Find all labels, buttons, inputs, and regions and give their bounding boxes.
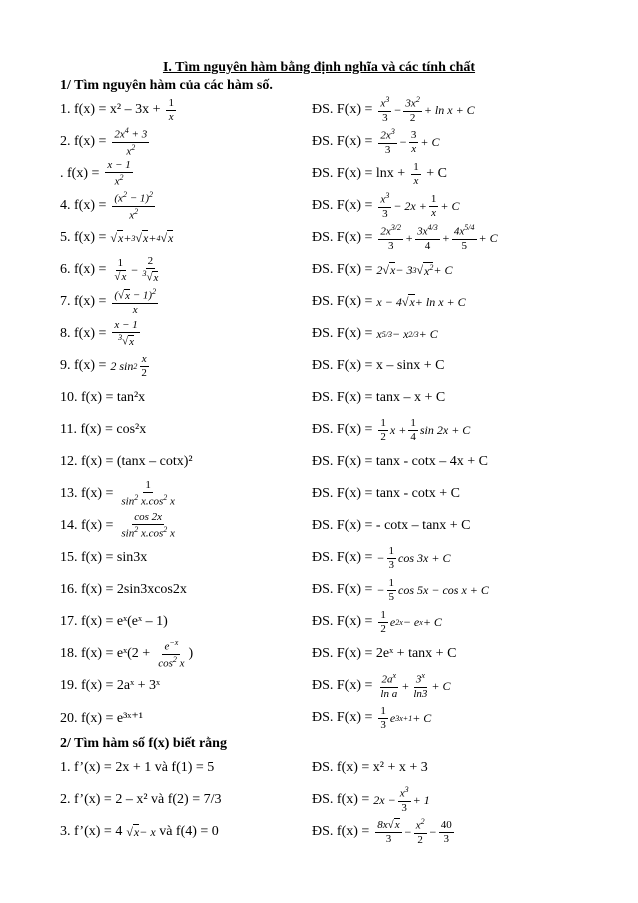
- answer-math: $\frac{x^3}{3}$ − $\frac{3x^2}{2}$ + ln x + C: [380, 95, 475, 124]
- answer-label: F(x) =: [336, 710, 373, 725]
- answer-ds: ĐS.: [312, 134, 334, 149]
- answer-7: [312, 286, 632, 318]
- answer-label: F(x) = lnx +: [336, 166, 406, 181]
- problem-16: [60, 574, 320, 606]
- part2-problem-3: [60, 816, 320, 848]
- answer-ds: ĐS.: [312, 230, 334, 245]
- problem-label: . f(x) =: [60, 166, 100, 181]
- problem-label: 14. f(x) =: [60, 518, 114, 533]
- answer-5: [312, 222, 632, 254]
- problem-label-suffix: ): [188, 646, 194, 661]
- problem-11: [60, 414, 320, 446]
- problem-4: [60, 190, 320, 222]
- part2-problem-1: [60, 752, 320, 784]
- exercise-row-9: [0, 350, 638, 382]
- answer-3: [312, 158, 632, 190]
- answer-ds: ĐS.: [312, 454, 334, 469]
- answer-ds: ĐS.: [312, 262, 334, 277]
- problem-math: $\frac{\cos 2x}{\sin^2 x.\cos^2 x}$: [121, 511, 175, 540]
- answer-ds: ĐS.: [312, 550, 334, 565]
- exercise-row-16: [0, 574, 638, 606]
- exercise-row-1: [0, 94, 638, 126]
- answer-11: [312, 414, 632, 446]
- answer-math: $\frac{1}{2}$ x + $\frac{1}{4}$ sin 2x + C: [380, 416, 471, 443]
- problem-8: [60, 318, 320, 350]
- problem-label: 11. f(x) = cos²x: [60, 422, 147, 437]
- problem-math: $\frac{(x^2 - 1)^2}{x^2}$: [114, 189, 154, 222]
- answer-label: F(x) =: [336, 134, 373, 149]
- problem-math: √ x + 3 √ x + 4 √ x: [110, 230, 174, 245]
- answer-label: F(x) =: [336, 102, 373, 117]
- problem-label: 10. f(x) = tan²x: [60, 390, 146, 405]
- answer-label: f(x) = x² + x + 3: [336, 760, 428, 775]
- answer-label: F(x) = tanx - cotx + C: [336, 486, 461, 501]
- problem-math: $\frac{1}{\sin^2 x.\cos^2 x}$: [121, 479, 175, 508]
- answer-ds: ĐS.: [312, 518, 334, 533]
- problem-math: $\frac{(√x - 1)^2}{x}$: [114, 287, 157, 316]
- exercise-row-13: [0, 478, 638, 510]
- answer-18: [312, 638, 632, 670]
- answer-label: F(x) =: [336, 614, 373, 629]
- problem-13: [60, 478, 320, 510]
- answer-ds: ĐS.: [312, 646, 334, 661]
- problem-6: [60, 254, 320, 286]
- answer-ds: ĐS.: [312, 760, 334, 775]
- answer-20: [312, 702, 632, 734]
- answer-math: $\frac{2x^{3/2}}{3}$ + $\frac{3x^{4/3}}{4}$ + $\frac{4x^{5/4}}{5}$ + C: [380, 223, 498, 252]
- exercise-row-18: [0, 638, 638, 670]
- answer-ds: ĐS.: [312, 294, 334, 309]
- answer-math: x − 4√ x + ln x + C: [376, 294, 466, 309]
- exercise-row-4: [0, 190, 638, 222]
- problem-label: 5. f(x) =: [60, 230, 107, 245]
- exercise-row-5: [0, 222, 638, 254]
- answer-6: [312, 254, 632, 286]
- problem-label: 3. f’(x) = 4: [60, 824, 123, 839]
- answer-ds: ĐS.: [312, 582, 334, 597]
- answer-17: [312, 606, 632, 638]
- answer-math: $\frac{1}{x}$: [413, 160, 419, 187]
- section-heading-2: 2/ Tìm hàm số f(x) biết rằng: [60, 736, 227, 751]
- exercise-row-17: [0, 606, 638, 638]
- answer-label: F(x) = tanx – x + C: [336, 390, 446, 405]
- problem-label-suffix: và f(4) = 0: [159, 824, 219, 839]
- problem-math: $\frac{2x^4 + 3}{x^2}$: [114, 125, 148, 158]
- problem-9: [60, 350, 320, 382]
- answer-13: [312, 478, 632, 510]
- exercise-row-20: [0, 702, 638, 734]
- answer-math: $\frac{8x√x}{3}$ − $\frac{x^2}{2}$ − $\frac{40}{3}$: [377, 817, 452, 846]
- answer-ds: ĐS.: [312, 166, 334, 181]
- problem-10: [60, 382, 320, 414]
- problem-5: [60, 222, 320, 254]
- problem-3: [60, 158, 320, 190]
- answer-math: 2x − $\frac{x^3}{3}$ + 1: [373, 785, 430, 814]
- part2-row-2: [0, 784, 638, 816]
- answer-ds: ĐS.: [312, 792, 334, 807]
- answer-label: F(x) =: [336, 678, 373, 693]
- problem-label: 20. f(x) = e³ˣ⁺¹: [60, 710, 143, 726]
- exercise-row-2: [0, 126, 638, 158]
- exercise-row-11: [0, 414, 638, 446]
- answer-label: F(x) =: [336, 230, 373, 245]
- answer-ds: ĐS.: [312, 614, 334, 629]
- answer-2: [312, 126, 632, 158]
- answer-ds: ĐS.: [312, 390, 334, 405]
- answer-label: F(x) = 2eˣ + tanx + C: [336, 646, 457, 661]
- problem-label: 4. f(x) =: [60, 198, 107, 213]
- answer-suffix: + C: [426, 166, 447, 181]
- exercise-row-7: [0, 286, 638, 318]
- exercise-row-8: [0, 318, 638, 350]
- problem-math: $\frac{x - 1}{x^2}$: [107, 159, 131, 188]
- answer-ds: ĐS.: [312, 824, 334, 839]
- problem-15: [60, 542, 320, 574]
- problem-2: [60, 126, 320, 158]
- answer-ds: ĐS.: [312, 102, 334, 117]
- answer-label: F(x) =: [336, 550, 373, 565]
- answer-ds: ĐS.: [312, 486, 334, 501]
- answer-label: F(x) =: [336, 422, 373, 437]
- problem-math: $\frac{x - 1}{^3√x}$: [114, 319, 138, 348]
- section-heading-1: 1/ Tìm nguyên hàm của các hàm số.: [60, 78, 273, 93]
- answer-math: x 5/3 − x 2/3 + C: [376, 326, 438, 341]
- answer-4: [312, 190, 632, 222]
- problem-14: [60, 510, 320, 542]
- answer-ds: ĐS.: [312, 422, 334, 437]
- answer-math: − $\frac{1}{3}$ cos 3x + C: [376, 544, 451, 571]
- part2-answer-3: [312, 816, 632, 848]
- problem-label: 2. f(x) =: [60, 134, 107, 149]
- problem-label: 19. f(x) = 2aˣ + 3ˣ: [60, 678, 161, 693]
- exercise-row-14: [0, 510, 638, 542]
- part2-row-3: [0, 816, 638, 848]
- exercise-row-6: [0, 254, 638, 286]
- part2-problem-2: [60, 784, 320, 816]
- answer-19: [312, 670, 632, 702]
- answer-16: [312, 574, 632, 606]
- problem-label: 9. f(x) =: [60, 358, 107, 373]
- answer-8: [312, 318, 632, 350]
- answer-math: $\frac{2x^3}{3}$ − $\frac{3}{x}$ + C: [380, 127, 440, 156]
- problem-label: 1. f(x) = x² – 3x +: [60, 102, 161, 117]
- answer-12: [312, 446, 632, 478]
- answer-ds: ĐS.: [312, 358, 334, 373]
- problem-label: 8. f(x) =: [60, 326, 107, 341]
- problem-12: [60, 446, 320, 478]
- answer-label: F(x) =: [336, 198, 373, 213]
- problem-19: [60, 670, 320, 702]
- answer-ds: ĐS.: [312, 678, 334, 693]
- problem-label: 6. f(x) =: [60, 262, 107, 277]
- answer-10: [312, 382, 632, 414]
- answer-label: f(x) =: [336, 792, 370, 807]
- answer-math: $\frac{2a^x}{\text{ln a}}$ + $\frac{3^x}{\ln 3}$ + C: [380, 671, 451, 700]
- answer-label: F(x) =: [336, 326, 373, 341]
- exercise-row-15: [0, 542, 638, 574]
- part2-answer-1: [312, 752, 632, 784]
- answer-9: [312, 350, 632, 382]
- answer-math: $\frac{1}{3}$ e 3x+1 + C: [380, 704, 432, 731]
- problem-math: $\frac{1}{√x}$ − $\frac{2}{^3√x}$: [114, 255, 159, 284]
- answer-ds: ĐS.: [312, 198, 334, 213]
- problem-label: 7. f(x) =: [60, 294, 107, 309]
- exercise-row-12: [0, 446, 638, 478]
- answer-math: $\frac{1}{2}$ e 2x − e x + C: [380, 608, 442, 635]
- answer-label: F(x) = tanx - cotx – 4x + C: [336, 454, 489, 469]
- answer-ds: ĐS.: [312, 326, 334, 341]
- problem-label: 13. f(x) =: [60, 486, 114, 501]
- problem-label: 15. f(x) = sin3x: [60, 550, 148, 565]
- exercise-row-10: [0, 382, 638, 414]
- problem-math: √ x − x: [126, 824, 156, 839]
- problem-label: 1. f’(x) = 2x + 1 và f(1) = 5: [60, 760, 215, 775]
- answer-label: F(x) = x – sinx + C: [336, 358, 445, 373]
- problem-1: [60, 94, 320, 126]
- problem-label: 16. f(x) = 2sin3xcos2x: [60, 582, 187, 597]
- problem-18: [60, 638, 320, 670]
- problem-math: 2 sin 2 $\frac{x}{2}$: [110, 352, 147, 379]
- answer-label: f(x) =: [336, 824, 370, 839]
- answer-math: − $\frac{1}{5}$ cos 5x − cos x + C: [376, 576, 489, 603]
- answer-label: F(x) =: [336, 262, 373, 277]
- problem-math: $\frac{1}{x}$: [168, 96, 174, 123]
- problem-math: $\frac{e^{-x}}{\cos^2 x}$: [158, 637, 185, 670]
- problem-label: 2. f’(x) = 2 – x² và f(2) = 7/3: [60, 792, 222, 807]
- exercise-row-19: [0, 670, 638, 702]
- problem-7: [60, 286, 320, 318]
- answer-14: [312, 510, 632, 542]
- answer-1: [312, 94, 632, 126]
- problem-label: 12. f(x) = (tanx – cotx)²: [60, 454, 193, 469]
- answer-label: F(x) =: [336, 582, 373, 597]
- answer-label: F(x) = - cotx – tanx + C: [336, 518, 471, 533]
- problem-label: 17. f(x) = eˣ(eˣ – 1): [60, 614, 168, 629]
- part2-row-1: [0, 752, 638, 784]
- problem-17: [60, 606, 320, 638]
- answer-label: F(x) =: [336, 294, 373, 309]
- exercise-row-3: [0, 158, 638, 190]
- part2-answer-2: [312, 784, 632, 816]
- answer-ds: ĐS.: [312, 710, 334, 725]
- problem-20: [60, 702, 320, 734]
- answer-math: $\frac{x^3}{3}$ − 2x + $\frac{1}{x}$ + C: [380, 191, 460, 220]
- answer-math: 2√ x − 3 3 √ $x^2$ + C: [376, 262, 453, 278]
- problem-label: 18. f(x) = eˣ(2 +: [60, 646, 151, 661]
- page-title: I. Tìm nguyên hàm bằng định nghĩa và các tính chất: [162, 60, 476, 75]
- answer-15: [312, 542, 632, 574]
